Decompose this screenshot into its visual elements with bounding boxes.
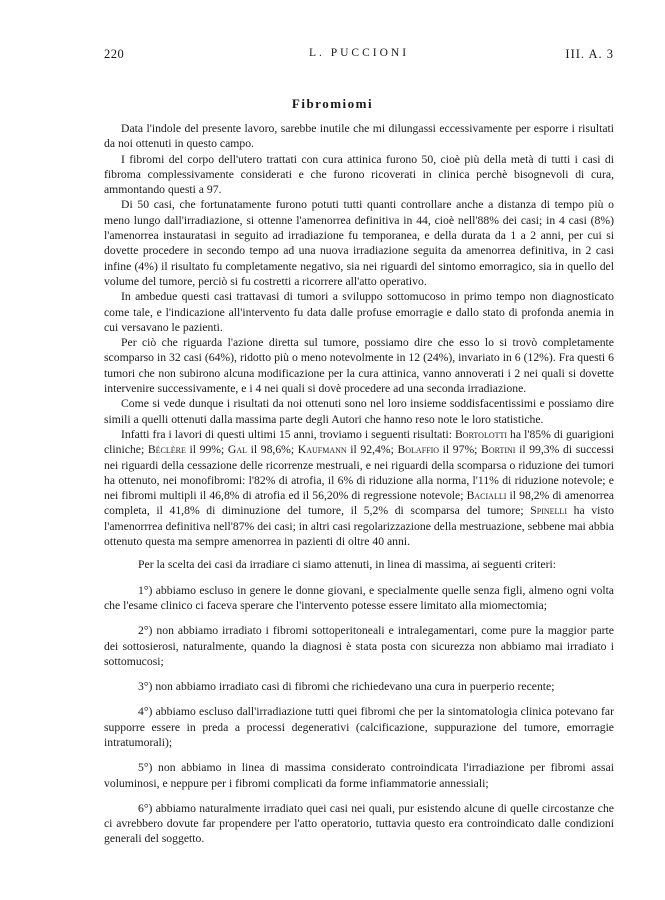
text-run: il 99%; <box>185 443 228 457</box>
author-name: Gal <box>227 443 247 457</box>
paragraph: Data l'indole del presente lavoro, sarebbe inutile che mi dilungassi eccessivamente per esporre i risultati da noi ottenuti in questo campo. <box>104 122 614 151</box>
criteria-item: 3°) non abbiamo irradiato casi di fibromi che richiedevano una cura in puerperio recente; <box>138 680 555 694</box>
page-number: 220 <box>104 47 125 61</box>
author-name: Kaufmann <box>297 443 347 457</box>
criteria-item: 6°) abbiamo naturalmente irradiato quei casi nei quali, pur esistendo alcune di quelle circostanze che ci avrebbero dovute far propendere per l'atto operatorio, tuttavia questo era controindicato dalle condizioni generali del soggetto. <box>104 801 614 846</box>
text-run: il 92,4%; <box>346 443 398 457</box>
author-name: Bolaffio <box>397 443 440 457</box>
criteria-intro: Per la scelta dei casi da irradiare ci siamo attenuti, in linea di massima, ai seguenti criteri: <box>138 558 556 572</box>
section-title: Fibromiomi <box>291 96 374 111</box>
authors-paragraph <box>104 427 614 549</box>
paragraph: In ambedue questi casi trattavasi di tumori a sviluppo sottomucoso in primo tempo non diagnosticato come tale, e l'indicazione all'intervento fu data dalle profuse emorragie e dallo stato di profonda anemia in cui versavano le pazienti. <box>104 290 614 334</box>
author-name: Bortini <box>481 443 516 457</box>
criteria-item: 5°) non abbiamo in linea di massima considerato controindicata l'irradiazione per fibromi assai voluminosi, e neppure per i fibromi complicati da forme infiammatorie annessiali; <box>104 761 614 790</box>
author-name: Béclère <box>147 443 186 457</box>
text-run: il 99,3% di successi nei riguardi della cessazione delle ricorrenze mestruali, e nei riguardi della scomparsa o riduzione dei tumori ha ottenuto, nei monofibromi: l'82% di atrofia, il 6% di riduzione alla norma, l'11% di riduzione notevole; e nei fibromi multipli il 46,8% di atrofia ed il 56,20% di regressione notevole; <box>104 443 614 503</box>
paragraph: I fibromi del corpo dell'utero trattati con cura attinica furono 50, cioè più della metà di tutti i casi di fibroma complessivamente considerati e che furono ricoverati in clinica perchè bisognevoli di cura, ammontando questi a 97. <box>104 152 614 197</box>
criteria-list <box>104 557 614 846</box>
text-run: il 98,2% di amenorrea completa, il 41,8% di diminuzione del tumore, il 5,2% di scomparsa del tumore; <box>104 489 614 518</box>
text-run: ha l'85% di guarigioni cliniche; <box>104 427 614 457</box>
text-run: il 97%; <box>439 443 482 457</box>
author-name: Spinelli <box>530 504 567 518</box>
criteria-item: 4°) abbiamo escluso dall'irradiazione tutti quei fibromi che per la sintomatologia clinica potevano far supporre essere in preda a processi degenerativi (calcificazione, suppurazione del tumore, emorragie intratumorali); <box>104 705 614 749</box>
running-header <box>104 47 614 65</box>
text-run: ha visto l'amenorrrea definitiva nell'87% dei casi; in altri casi regolarizzazione della mestruazione, sebbene mai abbia ottenuto questa ma sempre amenorrea in pazienti di oltre 40 anni. <box>104 504 614 549</box>
criteria-item: 1°) abbiamo escluso in genere le donne giovani, e specialmente quelle senza figli, almeno ogni volta che l'esame clinico ci faceva sperare che l'intervento potesse essere limitato alla miomectomia; <box>104 583 614 612</box>
author-name: Bortolotti <box>455 427 508 441</box>
section-label: III. A. 3 <box>565 47 614 61</box>
body-text <box>104 121 614 857</box>
author-name: Bacialli <box>466 489 507 503</box>
paragraph: Come si vede dunque i risultati da noi ottenuti sono nel loro insieme soddisfacentissimi e possiamo dire simili a quelli ottenuti dalla massima parte degli Autori che hanno reso note le loro statistiche. <box>104 397 614 426</box>
text-run: Infatti fra i lavori di questi ultimi 15 anni, troviamo i seguenti risultati: <box>121 427 455 441</box>
text-run: il 98,6%; <box>247 443 298 457</box>
criteria-item: 2°) non abbiamo irradiato i fibromi sottoperitoneali e intralegamentari, come pure la maggior parte dei sottosierosi, naturalmente, quando la diagnosi è stata posta con sicurezza non abbiamo mai irradiato i sottomucosi; <box>104 624 614 668</box>
paragraph: Per ciò che riguarda l'azione diretta sul tumore, possiamo dire che esso lo si trovò completamente scomparso in 32 casi (64%), ridotto più o meno notevolmente in 12 (24%), invariato in 6 (12%). Fra questi 6 tumori che non subirono alcuna modificazione per la cura attinica, vanno annoverati i 2 nei quali si dovette intervenire successivamente, e i 4 nei quali si dovè procedere ad una seconda irradiazione. <box>104 336 614 396</box>
running-author: L. PUCCIONI <box>308 47 410 59</box>
paragraph: Di 50 casi, che fortunatamente furono potuti tutti quanti controllare anche a distanza di tempo più o meno lungo dall'irradiazione, si ottenne l'amenorrea definitiva in 44, cioè nell'88% dei casi; in 4 casi (8%) l'amenorrea instauratasi in seguito ad irradiazione fu temporanea, e della durata da 1 a 2 anni, per cui si dovette procedere in secondo tempo ad una nuova irradiazione seguita da amenorrea definitiva, in 2 casi infine (4%) il risultato fu completamente negativo, sia nei riguardi del sintomo emorragico, sia in quello del volume del tumore, perciò si fu costretti a ricorrere all'atto operativo. <box>104 198 614 288</box>
